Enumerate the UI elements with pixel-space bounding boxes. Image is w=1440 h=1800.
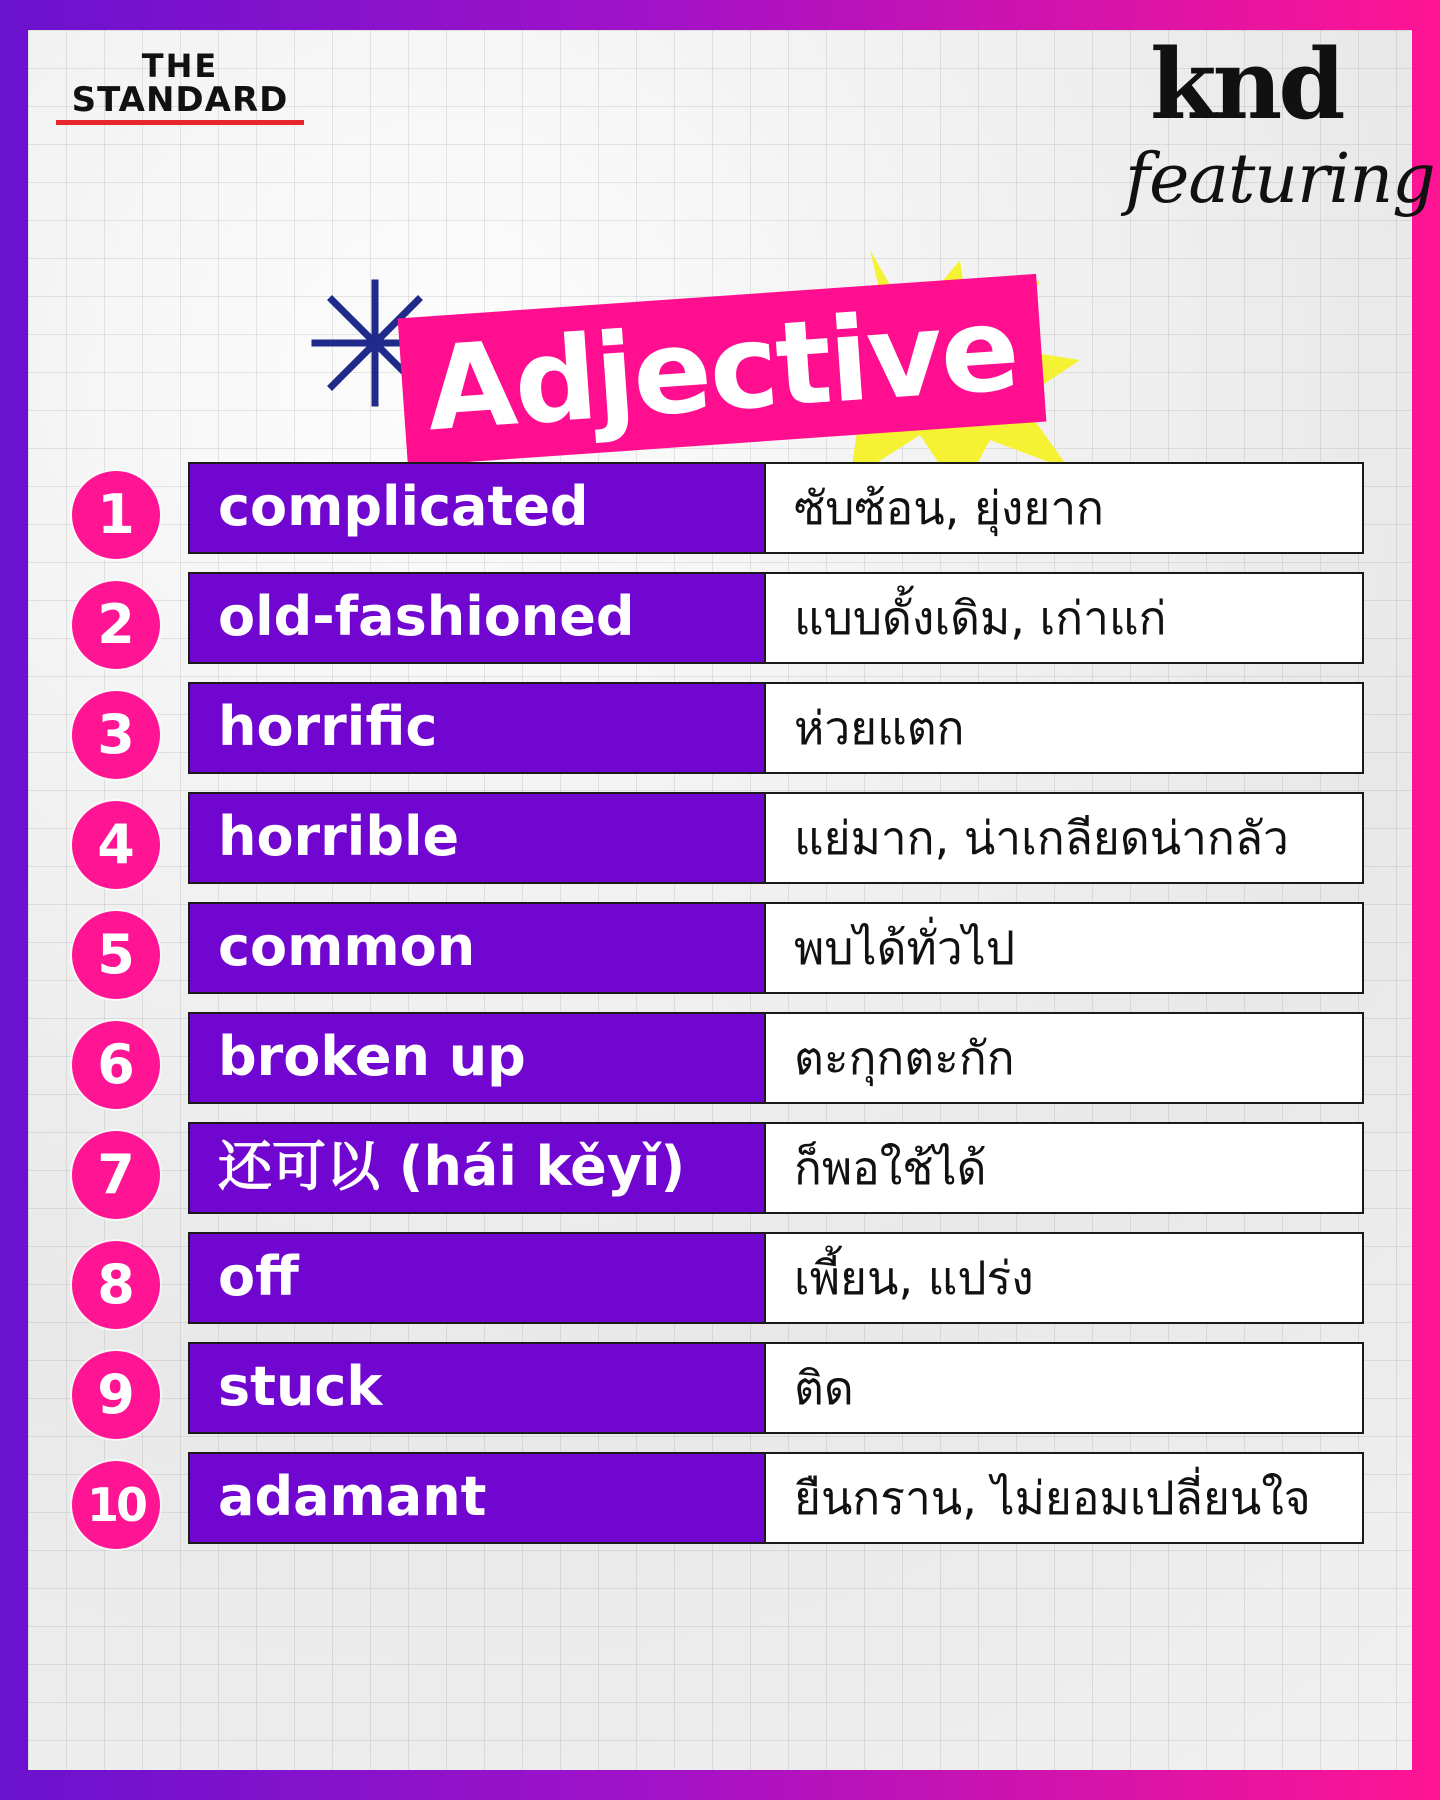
item-meaning: พบได้ทั่วไป bbox=[764, 902, 1364, 994]
list-item bbox=[70, 1012, 1370, 1108]
item-meaning: เพี้ยน, แปร่ง bbox=[764, 1232, 1364, 1324]
item-word: horrific bbox=[188, 682, 764, 774]
list-item bbox=[70, 792, 1370, 888]
item-word: stuck bbox=[188, 1342, 764, 1434]
logo-line-1: THE bbox=[141, 47, 219, 85]
brand-tagline: featuring bbox=[1125, 140, 1435, 219]
item-word: common bbox=[188, 902, 764, 994]
page-title: Adjective bbox=[422, 281, 1022, 458]
list-item bbox=[70, 462, 1370, 558]
item-word: adamant bbox=[188, 1452, 764, 1544]
item-number-badge: 6 bbox=[72, 1021, 160, 1109]
item-meaning: ห่วยแตก bbox=[764, 682, 1364, 774]
item-word: old-fashioned bbox=[188, 572, 764, 664]
brand-name: knd bbox=[1150, 28, 1342, 141]
logo-line-2: STANDARD bbox=[71, 80, 289, 120]
list-item bbox=[70, 1232, 1370, 1328]
list-item bbox=[70, 1452, 1370, 1548]
item-number-badge: 2 bbox=[72, 581, 160, 669]
list-item bbox=[70, 1342, 1370, 1438]
item-number-badge: 10 bbox=[72, 1461, 160, 1549]
list-item bbox=[70, 902, 1370, 998]
item-number-badge: 7 bbox=[72, 1131, 160, 1219]
item-word: off bbox=[188, 1232, 764, 1324]
item-word: complicated bbox=[188, 462, 764, 554]
logo-underline bbox=[56, 120, 304, 125]
item-meaning: ซับซ้อน, ยุ่งยาก bbox=[764, 462, 1364, 554]
item-word: 还可以 (hái kěyǐ) bbox=[188, 1122, 764, 1214]
item-number-badge: 1 bbox=[72, 471, 160, 559]
item-meaning: ติด bbox=[764, 1342, 1364, 1434]
item-word: horrible bbox=[188, 792, 764, 884]
item-meaning: ยืนกราน, ไม่ยอมเปลี่ยนใจ bbox=[764, 1452, 1364, 1544]
item-number-badge: 4 bbox=[72, 801, 160, 889]
item-number-badge: 8 bbox=[72, 1241, 160, 1329]
item-number-badge: 9 bbox=[72, 1351, 160, 1439]
the-standard-logo bbox=[56, 47, 304, 125]
list-item bbox=[70, 1122, 1370, 1218]
item-word: broken up bbox=[188, 1012, 764, 1104]
item-meaning: แย่มาก, น่าเกลียดน่ากลัว bbox=[764, 792, 1364, 884]
item-number-badge: 3 bbox=[72, 691, 160, 779]
list-item bbox=[70, 682, 1370, 778]
item-meaning: แบบดั้งเดิม, เก่าแก่ bbox=[764, 572, 1364, 664]
item-meaning: ก็พอใช้ได้ bbox=[764, 1122, 1364, 1214]
item-meaning: ตะกุกตะกัก bbox=[764, 1012, 1364, 1104]
item-number-badge: 5 bbox=[72, 911, 160, 999]
list-item bbox=[70, 572, 1370, 668]
